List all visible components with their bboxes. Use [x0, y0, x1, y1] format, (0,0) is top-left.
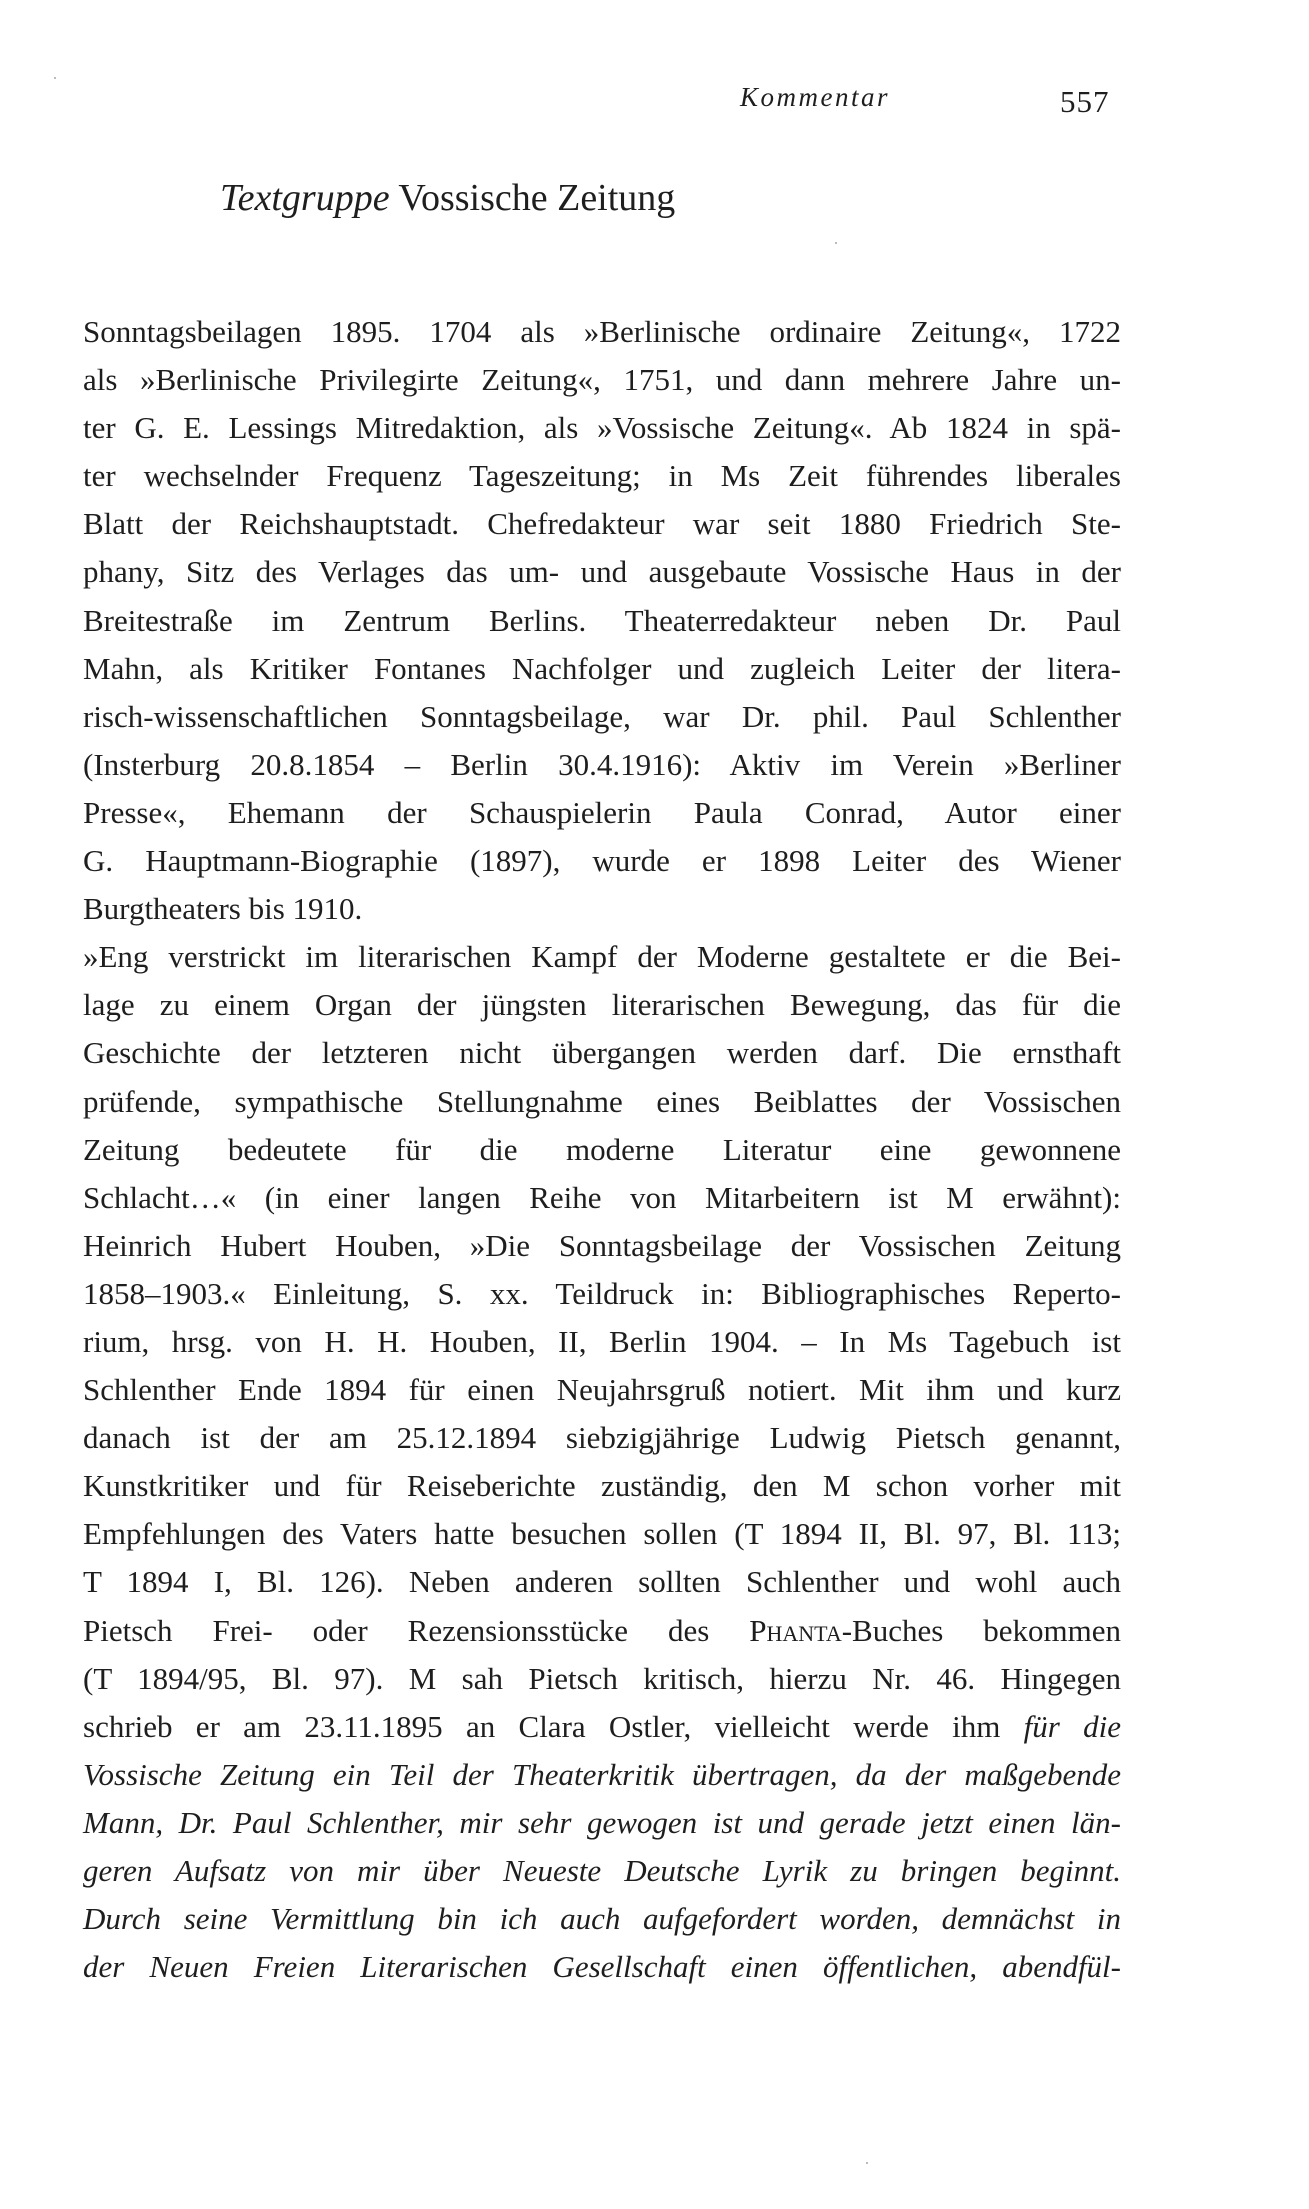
italic-quote-segment: für die	[1023, 1708, 1121, 1744]
text-segment: Empfehlungen des Vaters hatte besuchen sollen (T 1894	[83, 1516, 859, 1552]
text-line	[83, 1174, 1121, 1222]
text-line	[83, 1462, 1121, 1510]
text-segment: Sonntagsbeilagen 1895. 1704 als »Berlinische ordinaire Zeitung«, 1722	[83, 314, 1121, 349]
text-line	[83, 789, 1121, 837]
text-line	[83, 1318, 1121, 1366]
text-segment: Kunstkritiker und für Reiseberichte zuständig, den M schon vorher mit	[83, 1468, 1121, 1504]
text-line	[83, 1510, 1121, 1558]
text-line	[83, 597, 1121, 645]
text-segment: ter wechselnder Frequenz Tageszeitung; in Ms Zeit führendes liberales	[83, 458, 1121, 494]
small-caps-segment: II	[858, 1516, 880, 1552]
running-title: Kommentar	[740, 82, 890, 112]
text-line	[83, 1943, 1121, 1991]
small-caps-segment: I	[213, 1564, 225, 1600]
text-line	[83, 645, 1121, 693]
text-line	[83, 1607, 1121, 1655]
italic-quote-segment: Durch seine Vermittlung bin ich auch aufgefordert worden, demnächst in	[83, 1901, 1121, 1937]
text-line	[83, 404, 1121, 452]
text-line	[83, 452, 1121, 500]
text-segment: Zeitung bedeutete für die moderne Literatur eine gewonnene	[83, 1131, 1121, 1167]
text-segment: Burgtheaters bis 1910.	[83, 891, 363, 927]
running-head	[0, 82, 1309, 122]
text-segment: als »Berlinische Privilegirte Zeitung«, 1751, und dann mehrere Jahre un-	[83, 362, 1121, 398]
text-segment: G. Hauptmann-Biographie (1897), wurde er 1898 Leiter des Wiener	[83, 843, 1121, 879]
text-line	[83, 1126, 1121, 1174]
text-segment: (Insterburg 20.8.1854 – Berlin 30.4.1916): Aktiv im Verein »Berliner	[83, 746, 1121, 782]
text-line	[83, 1895, 1121, 1943]
text-line	[83, 1029, 1121, 1077]
text-line	[83, 1655, 1121, 1703]
section-title	[220, 176, 675, 220]
small-caps-segment: II	[558, 1323, 579, 1359]
text-line	[83, 1751, 1121, 1799]
text-segment: Schlacht…« (in einer langen Reihe von Mitarbeitern ist M erwähnt):	[83, 1179, 1121, 1215]
text-segment: risch-wissenschaftlichen Sonntagsbeilage, war Dr. phil. Paul Schlenther	[83, 698, 1121, 734]
text-segment: , Berlin 1904. – In Ms Tagebuch ist	[578, 1323, 1121, 1359]
text-line	[83, 1847, 1121, 1895]
italic-quote-segment: Vossische Zeitung ein Teil der Theaterkritik übertragen, da der maßgebende	[83, 1756, 1121, 1792]
text-line	[83, 1270, 1121, 1318]
italic-quote-segment: Mann, Dr. Paul Schlenther, mir sehr gewogen ist und gerade jetzt einen län-	[83, 1804, 1121, 1840]
text-line	[83, 1078, 1121, 1126]
text-segment: , Bl. 126). Neben anderen sollten Schlenther und wohl auch	[224, 1564, 1121, 1600]
text-segment: prüfende, sympathische Stellungnahme eines Beiblattes der Vossischen	[83, 1083, 1121, 1119]
text-line	[83, 1558, 1121, 1606]
text-segment: Heinrich Hubert Houben, »Die Sonntagsbeilage der Vossischen Zeitung	[83, 1227, 1121, 1263]
text-segment: Pietsch Frei- oder Rezensionsstücke des	[83, 1612, 750, 1648]
commentary-body	[83, 308, 1121, 1991]
text-segment: -Buches bekommen	[841, 1612, 1121, 1648]
text-line	[83, 356, 1121, 404]
text-segment: danach ist der am 25.12.1894 siebzigjährige Ludwig Pietsch genannt,	[83, 1420, 1121, 1456]
text-line	[83, 1799, 1121, 1847]
text-line	[83, 885, 1121, 933]
text-line	[83, 308, 1121, 356]
text-segment: lage zu einem Organ der jüngsten literarischen Bewegung, das für die	[83, 987, 1121, 1023]
text-line	[83, 981, 1121, 1029]
text-line	[83, 741, 1121, 789]
text-line	[83, 1414, 1121, 1462]
scan-speck	[866, 2162, 868, 2164]
text-line	[83, 837, 1121, 885]
text-segment: Presse«, Ehemann der Schauspielerin Paula Conrad, Autor einer	[83, 794, 1121, 830]
scan-speck	[835, 242, 837, 244]
page-number: 557	[1060, 84, 1110, 119]
text-line	[83, 1703, 1121, 1751]
text-line	[83, 500, 1121, 548]
section-title-italic: Textgruppe	[220, 177, 390, 219]
section-title-roman: Vossische Zeitung	[389, 177, 676, 219]
text-line	[83, 933, 1121, 981]
text-line	[83, 1366, 1121, 1414]
italic-quote-segment: der Neuen Freien Literarischen Gesellschaft einen öffentlichen, abendfül-	[83, 1949, 1121, 1985]
scan-speck	[54, 77, 56, 79]
text-segment: Blatt der Reichshauptstadt. Chefredakteur war seit 1880 Friedrich Ste-	[83, 506, 1121, 542]
small-caps-segment: Phanta	[749, 1612, 842, 1648]
text-segment: Schlenther Ende 1894 für einen Neujahrsgruß notiert. Mit ihm und kurz	[83, 1372, 1121, 1408]
text-segment: T 1894	[83, 1564, 214, 1600]
text-line	[83, 548, 1121, 596]
text-segment: Geschichte der letzteren nicht übergangen werden darf. Die ernsthaft	[83, 1035, 1121, 1071]
text-segment: ter G. E. Lessings Mitredaktion, als »Vossische Zeitung«. Ab 1824 in spä-	[83, 410, 1121, 446]
text-segment: Mahn, als Kritiker Fontanes Nachfolger und zugleich Leiter der litera-	[83, 650, 1121, 686]
text-segment: 1858–1903.« Einleitung, S. xx. Teildruck in: Bibliographisches Reperto-	[83, 1275, 1121, 1311]
text-segment: , Bl. 97, Bl. 113;	[879, 1516, 1121, 1552]
text-segment: »Eng verstrickt im literarischen Kampf der Moderne gestaltete er die Bei-	[83, 939, 1121, 975]
text-line	[83, 693, 1121, 741]
text-segment: Breitestraße im Zentrum Berlins. Theaterredakteur neben Dr. Paul	[83, 602, 1121, 638]
text-segment: rium, hrsg. von H. H. Houben,	[83, 1323, 559, 1359]
text-segment: schrieb er am 23.11.1895 an Clara Ostler, vielleicht werde ihm	[83, 1708, 1024, 1744]
text-segment: (T 1894/95, Bl. 97). M sah Pietsch kritisch, hierzu Nr. 46. Hingegen	[83, 1660, 1121, 1696]
text-line	[83, 1222, 1121, 1270]
italic-quote-segment: geren Aufsatz von mir über Neueste Deutsche Lyrik zu bringen beginnt.	[83, 1853, 1121, 1888]
text-segment: phany, Sitz des Verlages das um- und ausgebaute Vossische Haus in der	[83, 554, 1121, 590]
